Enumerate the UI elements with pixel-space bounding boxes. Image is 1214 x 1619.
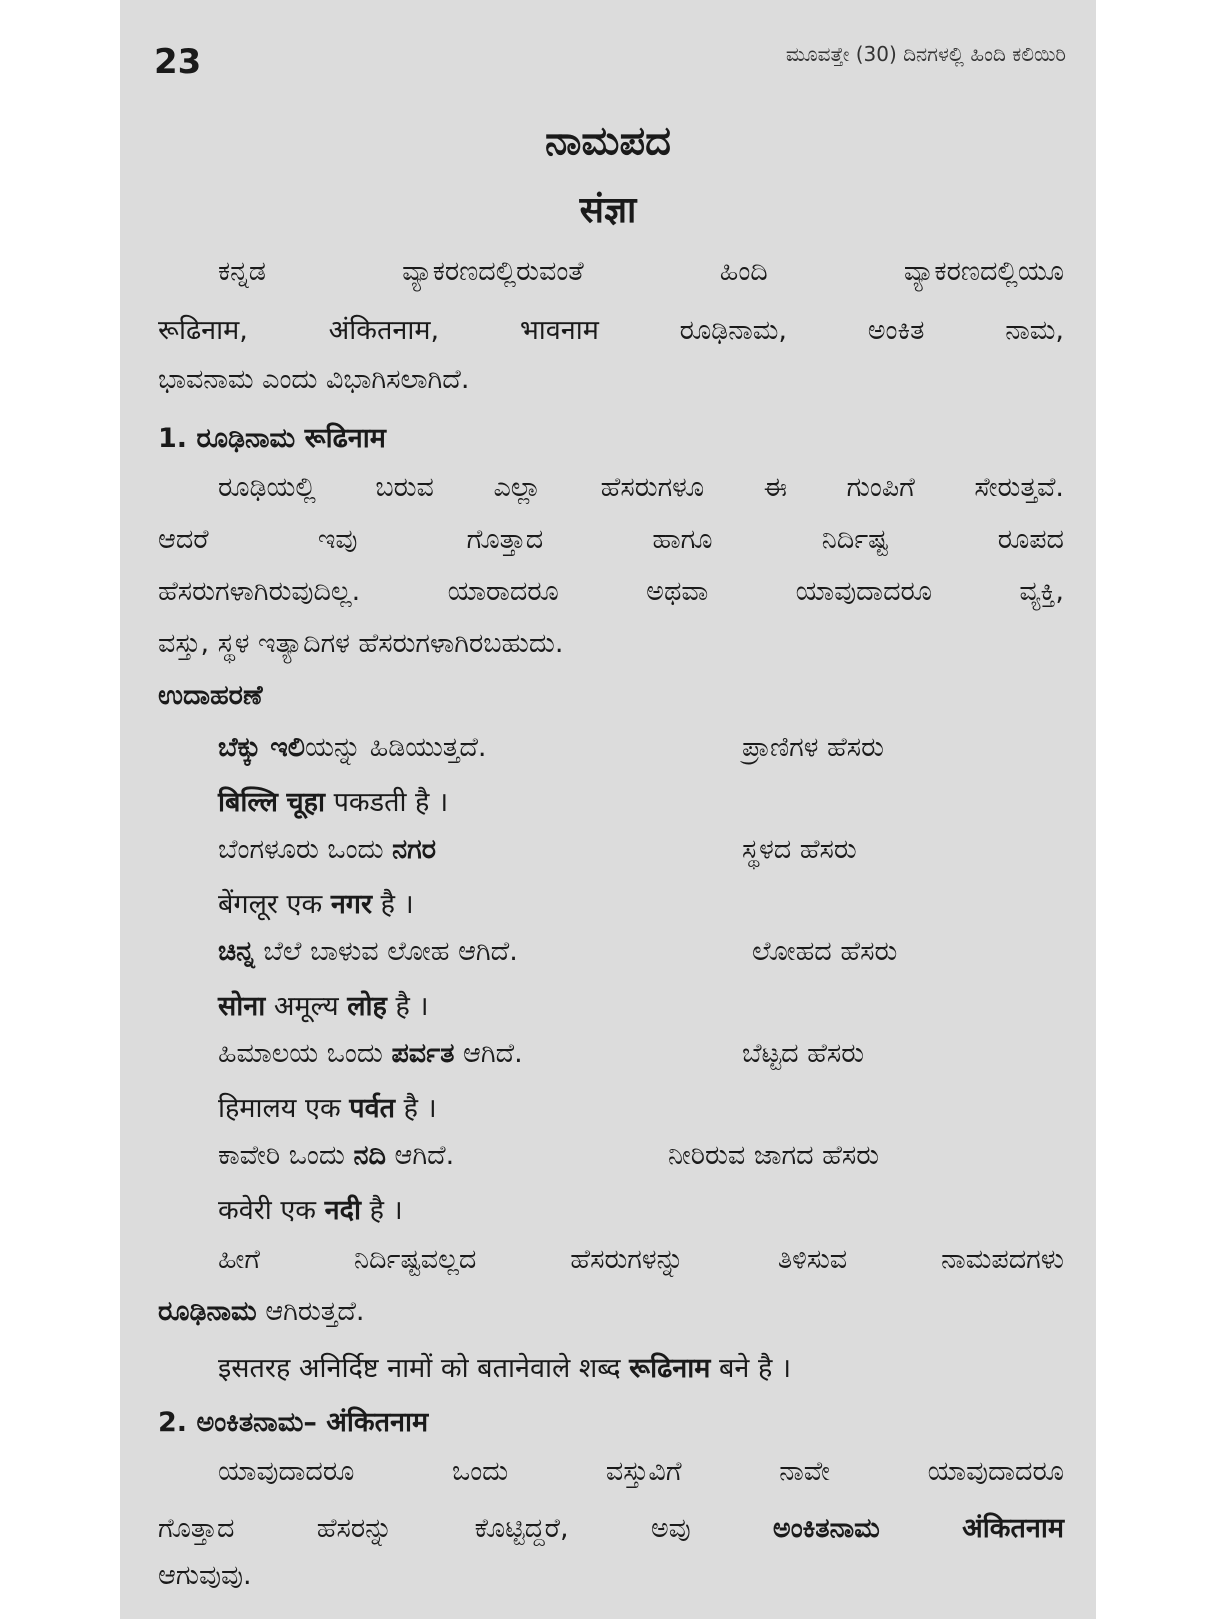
example-3-hindi [218, 986, 429, 1023]
example-3-hindi-bold-2: लोह [347, 991, 387, 1022]
example-4-hindi-rest: हिमालय एक [218, 1093, 341, 1124]
example-2-hindi-bold: नगर [330, 889, 373, 920]
section-2-line-1: ಯಾವುದಾದರೂ ಒಂದು ವಸ್ತುವಿಗೆ ನಾವೇ ಯಾವುದಾದರೂ [218, 1456, 1064, 1487]
example-5-kannada [218, 1140, 454, 1172]
title-hindi: संज्ञा [579, 190, 637, 231]
section-2-heading [158, 1402, 428, 1439]
example-1-hindi-rest: पकडती है । [333, 787, 449, 818]
examples-label: ಉದಾಹರಣೆ [158, 680, 263, 711]
example-2-gloss: ಸ್ಥಳದ ಹೆಸರು [742, 834, 857, 865]
title-kannada: ನಾಮಪದ [545, 118, 671, 164]
example-4-hindi-bold: पर्वत [349, 1093, 396, 1124]
section-1-para-line-4: ವಸ್ತು, ಸ್ಥಳ ಇತ್ಯಾದಿಗಳ ಹೆಸರುಗಳಾಗಿರಬಹುದು. [158, 628, 564, 659]
example-3-kannada [218, 936, 518, 968]
section-2-line-3: ಆಗುವುವು. [158, 1560, 252, 1591]
summary-hindi-text: इसतरह अनिर्दिष्ट नामों को बतानेवाले शब्द [218, 1353, 621, 1384]
intro-line-3: ಭಾವನಾಮ ಎಂದು ವಿಭಾಗಿಸಲಾಗಿದೆ. [158, 364, 470, 395]
section-1-number: 1. [158, 423, 188, 454]
section-1-heading [158, 418, 386, 455]
summary-line-1: ಹೀಗೆ ನಿರ್ದಿಷ್ಟವಲ್ಲದ ಹೆಸರುಗಳನ್ನು ತಿಳಿಸುವ ನಾಮಪದಗಳು [218, 1244, 1064, 1275]
example-5-kannada-bold: ನದಿ [353, 1140, 386, 1171]
right-margin [1096, 0, 1214, 1619]
example-3-kannada-bold: ಚಿನ್ನ [218, 936, 255, 967]
example-2-hindi-rest: बेंगलूर एक [218, 889, 323, 920]
example-5-kannada-rest: ಕಾವೇರಿ ಒಂದು [218, 1140, 345, 1171]
example-4-gloss: ಬೆಟ್ಟದ ಹೆಸರು [742, 1038, 865, 1069]
summary-hindi-bold: रूढिनाम [629, 1353, 711, 1384]
example-3-kannada-rest: ಬೆಲೆ ಬಾಳುವ ಲೋಹ ಆಗಿದೆ. [263, 936, 518, 967]
section-2-number: 2. [158, 1407, 188, 1438]
example-4-kannada-rest: ಹಿಮಾಲಯ ಒಂದು [218, 1038, 383, 1069]
example-4-kannada-bold: ಪರ್ವತ [391, 1038, 455, 1069]
book-page [120, 0, 1096, 1619]
example-2-kannada-bold: ನಗರ [392, 834, 437, 865]
example-1-hindi-bold-1: बिल्लि [218, 787, 278, 818]
section-1-heading-hindi: रूढिनाम [304, 423, 386, 454]
section-2-heading-kannada: ಅಂಕಿತನಾಮ [196, 1407, 304, 1438]
example-3-hindi-end: है । [395, 991, 429, 1022]
intro-line-1: ಕನ್ನಡ ವ್ಯಾಕರಣದಲ್ಲಿರುವಂತೆ ಹಿಂದಿ ವ್ಯಾಕರಣದಲ್ಲಿಯೂ [218, 256, 1064, 287]
summary-hindi [218, 1348, 791, 1385]
summary-bold: ರೂಢಿನಾಮ [158, 1296, 257, 1327]
example-4-kannada [218, 1038, 523, 1070]
example-4-kannada-end: ಆಗಿದೆ. [463, 1038, 523, 1069]
example-1-hindi [218, 782, 448, 819]
example-2-kannada [218, 834, 436, 866]
example-3-gloss: ಲೋಹದ ಹೆಸರು [752, 936, 898, 967]
example-5-kannada-end: ಆಗಿದೆ. [394, 1140, 455, 1171]
section-1-para-line-3: ಹೆಸರುಗಳಾಗಿರುವುದಿಲ್ಲ. ಯಾರಾದರೂ ಅಥವಾ ಯಾವುದಾದರೂ ವ್ಯಕ್ತಿ, [158, 576, 1064, 607]
example-4-hindi [218, 1088, 437, 1125]
example-5-hindi-bold: नदी [324, 1195, 361, 1226]
example-1-kannada [218, 732, 487, 764]
example-1-gloss: ಪ್ರಾಣಿಗಳ ಹೆಸರು [742, 732, 884, 763]
running-title: ಮೂವತ್ತೇ (30) ದಿನಗಳಲ್ಲಿ ಹಿಂದಿ ಕಲಿಯಿರಿ [785, 42, 1066, 66]
section-2-line-2 [158, 1508, 1064, 1545]
example-3-hindi-bold-1: सोना [218, 991, 266, 1022]
summary-line-2-rest: ಆಗಿರುತ್ತದೆ. [265, 1296, 365, 1327]
example-5-hindi-end: है । [369, 1195, 403, 1226]
example-5-hindi [218, 1190, 403, 1227]
section-1-para-line-2: ಆದರೆ ಇವು ಗೊತ್ತಾದ ಹಾಗೂ ನಿರ್ದಿಷ್ಟ ರೂಪದ [158, 524, 1064, 555]
example-4-hindi-end: है । [403, 1093, 437, 1124]
example-2-hindi [218, 884, 414, 921]
example-2-hindi-end: है । [380, 889, 414, 920]
section-2-line-2-rest: ಗೊತ್ತಾದ ಹೆಸರನ್ನು ಕೊಟ್ಟಿದ್ದರೆ, ಅವು [158, 1513, 691, 1544]
left-margin [0, 0, 120, 1619]
section-1-heading-kannada: ರೂಢಿನಾಮ [196, 423, 296, 454]
section-2-heading-separator: – [303, 1407, 317, 1438]
example-5-gloss: ನೀರಿರುವ ಜಾಗದ ಹೆಸರು [668, 1140, 880, 1171]
example-1-kannada-rest: ಯನ್ನು ಹಿಡಿಯುತ್ತದೆ. [304, 732, 487, 763]
intro-line-2: रूढिनाम, अंकितनाम, भावनाम ರೂಢಿನಾಮ, ಅಂಕಿತ ನಾಮ, [158, 315, 1064, 346]
summary-line-2 [158, 1296, 365, 1328]
section-1-para-line-1: ರೂಢಿಯಲ್ಲಿ ಬರುವ ಎಲ್ಲಾ ಹೆಸರುಗಳೂ ಈ ಗುಂಪಿಗೆ ಸೇರುತ್ತವೆ. [218, 472, 1064, 503]
example-1-kannada-bold: ಬೆಕ್ಕು ಇಲಿ [218, 732, 305, 763]
section-2-line-2-bold-kannada: ಅಂಕಿತನಾಮ [772, 1513, 880, 1544]
example-2-kannada-rest: ಬೆಂಗಳೂರು ಒಂದು [218, 834, 384, 865]
section-2-line-2-bold-hindi: अंकितनाम [962, 1513, 1064, 1544]
example-3-hindi-rest: अमूल्य [273, 991, 339, 1022]
summary-hindi-end: बने है । [719, 1353, 792, 1384]
example-1-hindi-bold-2: चूहा [286, 787, 325, 818]
page-number: 23 [154, 42, 202, 82]
section-2-heading-hindi: अंकितनाम [326, 1407, 429, 1438]
example-5-hindi-rest: कवेरी एक [218, 1195, 317, 1226]
